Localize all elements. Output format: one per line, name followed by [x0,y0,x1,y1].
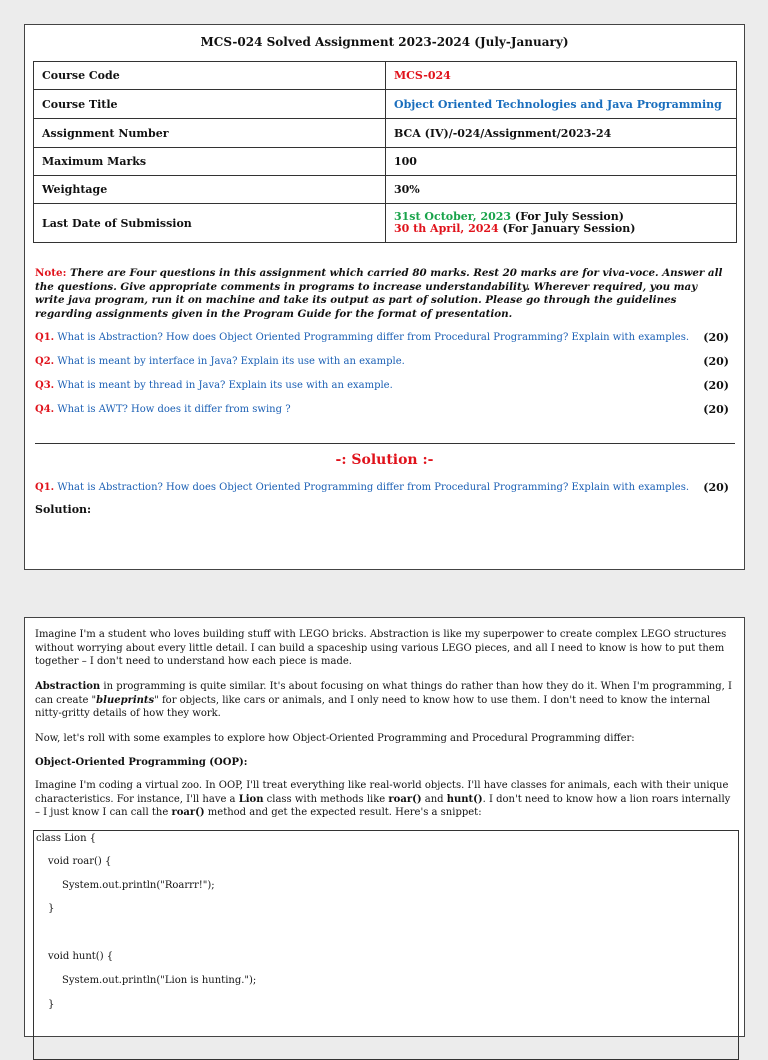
code-line: } [48,999,55,1010]
solution-label: Solution: [35,503,92,516]
note-label: Note: [35,267,67,279]
document-title: MCS-024 Solved Assignment 2023-2024 (July-January) [200,35,569,49]
question-item [35,354,729,370]
paragraph-text: class with methods like [263,793,389,805]
code-line: void roar() { [48,856,112,867]
solution-page [24,617,745,1037]
max-marks-value: 100 [386,148,737,176]
hunt-method-term: hunt() [446,793,483,805]
question-number: Q2. [35,356,55,367]
paragraph-zoo [35,779,735,820]
paragraph-text: method and get the expected result. Here's a snippet: [204,807,482,818]
code-line: } [48,903,55,914]
code-snippet [33,830,739,1060]
course-code-label: Course Code [34,62,386,90]
course-code-value: MCS-024 [386,62,737,90]
assignment-note [35,267,725,321]
weightage-value: 30% [386,176,737,204]
last-date-label: Last Date of Submission [34,204,386,243]
paragraph-text: in programming is quite similar. It's about focusing on what things do rather than how they do it. When I'm programming, I can create " [35,681,732,706]
blueprints-term: blueprints [96,694,155,706]
july-deadline: 31st October, 2023 [394,210,512,223]
question-text: What is Abstraction? How does Object Oriented Programming differ from Procedural Programming? Explain with examples. [54,482,690,493]
section-divider [35,443,735,444]
last-date-value [386,204,737,243]
table-row [34,176,737,204]
table-row [34,204,737,243]
paragraph-text: . I don't need to know how a lion roars internally – I just know I can call the [35,793,731,818]
question-number: Q1. [35,332,55,343]
paragraph-examples: Now, let's roll with some examples to explore how Object-Oriented Programming and Procedural Programming differ: [35,733,635,744]
question-marks: (20) [703,379,729,392]
question-item [35,402,729,418]
assignment-info-table [33,61,737,243]
table-row [34,90,737,119]
question-text: What is meant by thread in Java? Explain its use with an example. [54,380,393,391]
question-marks: (20) [703,403,729,416]
question-text: What is AWT? How does it differ from swing ? [54,404,291,415]
paragraph-text: Imagine I'm coding a virtual zoo. In OOP, I'll treat everything like real-world objects. I'll have classes for animals, each with their unique characteristics. For instance, I'll have a [35,780,729,805]
code-line: System.out.println("Lion is hunting."); [62,975,257,986]
code-line: System.out.println("Roarrr!"); [62,880,215,891]
course-title-value: Object Oriented Technologies and Java Programming [386,90,737,119]
abstraction-term: Abstraction [35,681,101,692]
july-session-label: (For July Session) [511,210,624,223]
question-marks: (20) [703,331,729,344]
question-text: What is meant by interface in Java? Explain its use with an example. [54,356,405,367]
question-number: Q4. [35,404,55,415]
assignment-cover-page [24,24,745,570]
roar-method-term: roar() [171,807,205,818]
question-number: Q3. [35,380,55,391]
question-number: Q1. [35,482,55,493]
course-title-label: Course Title [34,90,386,119]
assignment-number-label: Assignment Number [34,119,386,148]
lion-class-term: Lion [238,793,264,805]
table-row [34,119,737,148]
paragraph-abstraction [35,680,735,721]
code-line: class Lion { [36,833,97,844]
question-marks: (20) [703,481,729,494]
code-line: void hunt() { [48,951,114,962]
paragraph-text: " for objects, like cars or animals, and I only need to know how to use them. I don't need to know the internal nitty-gritty details of how they work. [35,694,711,719]
question-item [35,330,729,346]
question-item [35,378,729,394]
max-marks-label: Maximum Marks [34,148,386,176]
roar-method-term: roar() [388,793,422,805]
note-text: There are Four questions in this assignment which carried 80 marks. Rest 20 marks are for viva-voce. Answer all the questions. Give appropriate comments in programs to increase understandability. Wherever required, you may write java program, run it on machine and take its output as part of solution. Please go through the guidelines regarding assignments given in the Program Guide for the format of presentation. [35,267,723,320]
solution-question [35,480,729,496]
table-row [34,148,737,176]
question-marks: (20) [703,355,729,368]
january-session-label: (For January Session) [498,222,636,235]
question-text: What is Abstraction? How does Object Oriented Programming differ from Procedural Programming? Explain with examples. [54,332,690,343]
paragraph-lego-intro: Imagine I'm a student who loves building stuff with LEGO bricks. Abstraction is like my superpower to create complex LEGO structures without worrying about every little detail. I can build a spaceship using various LEGO pieces, and all I need to know is how to put them together – I don't need to understand how each piece is made. [35,629,727,667]
weightage-label: Weightage [34,176,386,204]
solution-heading: -: Solution :- [335,452,434,468]
table-row [34,62,737,90]
assignment-number-value: BCA (IV)/-024/Assignment/2023-24 [386,119,737,148]
paragraph-text: and [421,793,447,805]
oop-heading: Object-Oriented Programming (OOP): [35,757,248,768]
january-deadline: 30 th April, 2024 [394,222,499,235]
